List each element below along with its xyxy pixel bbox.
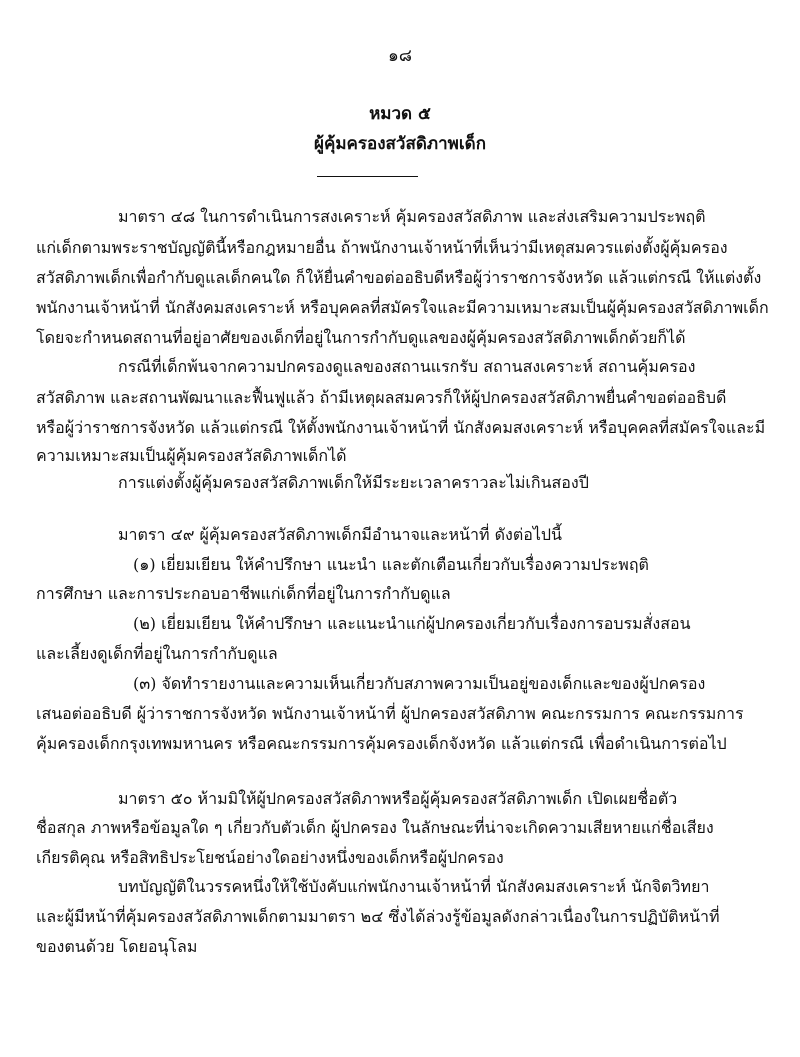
section-49-item-1-line-2: การศึกษา และการประกอบอาชีพแก่เด็กที่อยู่ในการกำกับดูแล	[36, 584, 451, 603]
section-48-line-4: พนักงานเจ้าหน้าที่ นักสังคมสงเคราะห์ หรือบุคคลที่สมัครใจและมีความเหมาะสมเป็นผู้คุ้มครองสวัสดิภาพเด็ก	[36, 298, 769, 317]
section-48-line-2: แก่เด็กตามพระราชบัญญัตินี้หรือกฎหมายอื่น ถ้าพนักงานเจ้าหน้าที่เห็นว่ามีเหตุสมควรแต่งตั้งผู้คุ้มครอง	[36, 238, 728, 257]
section-49-item-1-line-1: (๑) เยี่ยมเยียน ให้คำปรึกษา แนะนำ และตักเตือนเกี่ยวกับเรื่องความประพฤติ	[133, 555, 649, 574]
section-50-para-2-line-1: บทบัญญัติในวรรคหนึ่งให้ใช้บังคับแก่พนักงานเจ้าหน้าที่ นักสังคมสงเคราะห์ นักจิตวิทยา	[118, 877, 710, 896]
section-50-line-1: มาตรา ๕๐ ห้ามมิให้ผู้ปกครองสวัสดิภาพหรือผู้คุ้มครองสวัสดิภาพเด็ก เปิดเผยชื่อตัว	[118, 789, 678, 808]
section-49-item-2-line-2: และเลี้ยงดูเด็กที่อยู่ในการกำกับดูแล	[36, 644, 278, 663]
section-49-item-3-line-2: เสนอต่ออธิบดี ผู้ว่าราชการจังหวัด พนักงานเจ้าหน้าที่ ผู้ปกครองสวัสดิภาพ คณะกรรมการ คณะกรรมการ	[36, 704, 744, 723]
section-50-para-2-line-3: ของตนด้วย โดยอนุโลม	[36, 937, 198, 956]
section-49-item-2-line-1: (๒) เยี่ยมเยียน ให้คำปรึกษา และแนะนำแก่ผู้ปกครองเกี่ยวกับเรื่องการอบรมสั่งสอน	[133, 614, 691, 633]
section-50-line-3: เกียรติคุณ หรือสิทธิประโยชน์อย่างใดอย่างหนึ่งของเด็กหรือผู้ปกครอง	[36, 848, 504, 867]
chapter-title: ผู้คุ้มครองสวัสดิภาพเด็ก	[314, 134, 486, 154]
section-48-para-2-line-2: สวัสดิภาพ และสถานพัฒนาและฟื้นฟูแล้ว ถ้ามีเหตุผลสมควรก็ให้ผู้ปกครองสวัสดิภาพยื่นคำขอต่ออธิบดี	[36, 388, 727, 407]
chapter-heading: หมวด ๕	[369, 104, 431, 124]
section-48-line-3: สวัสดิภาพเด็กเพื่อกำกับดูแลเด็กคนใด ก็ให้ยื่นคำขอต่ออธิบดีหรือผู้ว่าราชการจังหวัด แล้วแต่กรณี ให้แต่งตั้ง	[36, 268, 762, 287]
section-49-item-3-line-1: (๓) จัดทำรายงานและความเห็นเกี่ยวกับสภาพความเป็นอยู่ของเด็กและของผู้ปกครอง	[133, 674, 706, 693]
section-48-para-2-line-1: กรณีที่เด็กพ้นจากความปกครองดูแลของสถานแรกรับ สถานสงเคราะห์ สถานคุ้มครอง	[118, 357, 696, 376]
section-50-line-2: ชื่อสกุล ภาพหรือข้อมูลใด ๆ เกี่ยวกับตัวเด็ก ผู้ปกครอง ในลักษณะที่น่าจะเกิดความเสียหายแก่ชื่อเสียง	[36, 818, 714, 837]
title-underline	[317, 176, 418, 177]
section-48-para-2-line-4: ความเหมาะสมเป็นผู้คุ้มครองสวัสดิภาพเด็กได้	[36, 446, 347, 465]
section-48-line-5: โดยจะกำหนดสถานที่อยู่อาศัยของเด็กที่อยู่ในการกำกับดูแลของผู้คุ้มครองสวัสดิภาพเด็กด้วยก็ได้	[36, 328, 686, 347]
section-50-para-2-line-2: และผู้มีหน้าที่คุ้มครองสวัสดิภาพเด็กตามมาตรา ๒๔ ซึ่งได้ล่วงรู้ข้อมูลดังกล่าวเนื่องในการปฏิบัติหน้าที่	[36, 907, 720, 926]
page-number: ๑๘	[388, 46, 412, 66]
section-48-para-2-line-3: หรือผู้ว่าราชการจังหวัด แล้วแต่กรณี ให้ตั้งพนักงานเจ้าหน้าที่ นักสังคมสงเคราะห์ หรือบุคคลที่สมัครใจและมี	[36, 418, 766, 437]
section-49-item-3-line-3: คุ้มครองเด็กกรุงเทพมหานคร หรือคณะกรรมการคุ้มครองเด็กจังหวัด แล้วแต่กรณี เพื่อดำเนินการต่อไป	[36, 734, 727, 753]
section-49-line-1: มาตรา ๔๙ ผู้คุ้มครองสวัสดิภาพเด็กมีอำนาจและหน้าที่ ดังต่อไปนี้	[118, 525, 562, 544]
section-48-line-1: มาตรา ๔๘ ในการดำเนินการสงเคราะห์ คุ้มครองสวัสดิภาพ และส่งเสริมความประพฤติ	[118, 207, 706, 226]
section-48-para-3-line-1: การแต่งตั้งผู้คุ้มครองสวัสดิภาพเด็กให้มีระยะเวลาคราวละไม่เกินสองปี	[118, 473, 589, 492]
